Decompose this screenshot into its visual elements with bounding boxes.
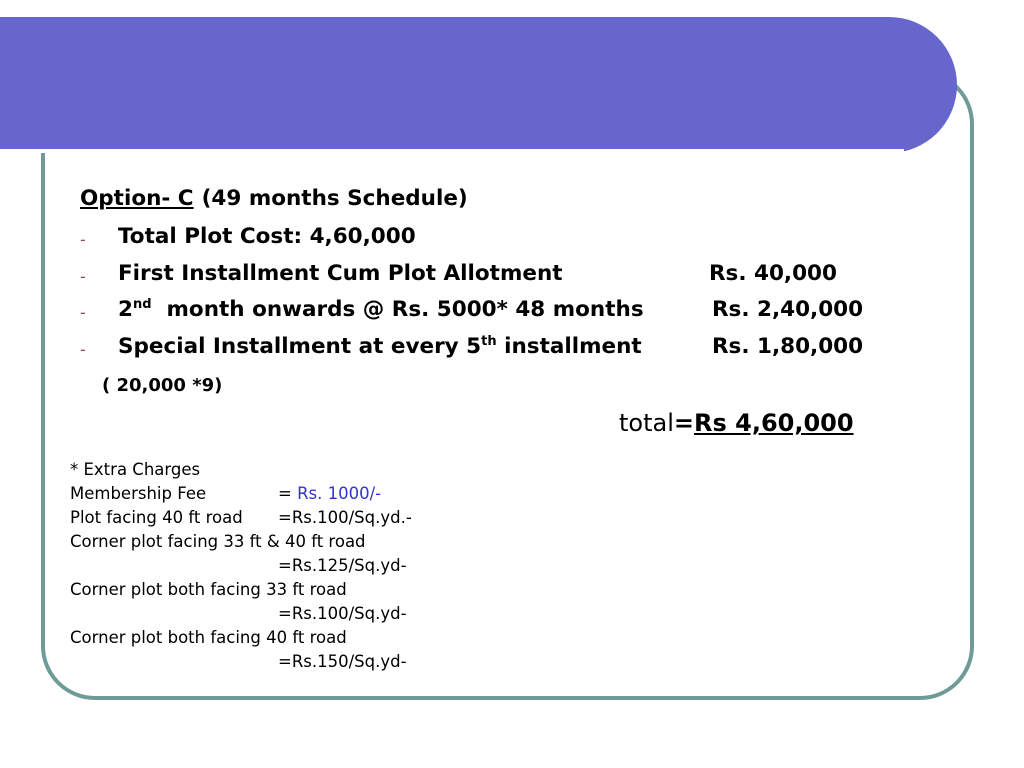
bullet-dash: - [80,340,86,359]
special-installment-label [118,334,642,359]
special-text: Special Installment at every 5 [118,334,482,359]
special-installment-note: ( 20,000 *9) [102,375,223,396]
schedule-label: (49 months Schedule) [201,186,468,211]
month-number: 2 [118,297,133,322]
banner-divider [0,149,904,153]
membership-fee-value [278,484,381,503]
membership-fee-row [70,484,382,503]
total-equals: = [673,409,694,437]
monthly-installment-amount: Rs. 2,40,000 [712,297,864,322]
total-plot-cost: Total Plot Cost: 4,60,000 [118,224,416,249]
title-banner [0,17,957,153]
month-text: month onwards @ Rs. 5000* 48 months [166,297,644,322]
option-label: Option- C [80,186,194,211]
extra-charges-title: * Extra Charges [70,460,201,479]
corner-40-label: Corner plot both facing 40 ft road [70,628,347,647]
corner-33-40-value: =Rs.125/Sq.yd- [278,556,407,575]
special-installment-amount: Rs. 1,80,000 [712,334,864,359]
special-text-end: installment [504,334,642,359]
first-installment-amount: Rs. 40,000 [709,261,837,286]
bullet-dash: - [80,303,86,322]
month-ordinal: nd [132,297,152,312]
corner-33-value: =Rs.100/Sq.yd- [278,604,407,623]
plot-40ft-row [70,508,412,527]
membership-equals: = [278,484,292,503]
corner-33-label: Corner plot both facing 33 ft road [70,580,347,599]
total-line [619,409,854,437]
plot-40ft-value: =Rs.100/Sq.yd.- [278,508,412,527]
plot-40ft-label: Plot facing 40 ft road [70,508,243,527]
monthly-installment-label [118,297,644,322]
bullet-dash: - [80,267,86,286]
corner-33-40-label: Corner plot facing 33 ft & 40 ft road [70,532,366,551]
corner-40-value: =Rs.150/Sq.yd- [278,652,407,671]
membership-fee-label: Membership Fee [70,484,207,503]
membership-amount: Rs. 1000/- [297,484,382,503]
first-installment-label: First Installment Cum Plot Allotment [118,261,563,286]
total-amount: Rs 4,60,000 [694,409,854,437]
option-heading [80,186,468,211]
total-label: total [619,409,674,437]
special-ordinal: th [481,334,497,349]
bullet-dash: - [80,230,86,249]
